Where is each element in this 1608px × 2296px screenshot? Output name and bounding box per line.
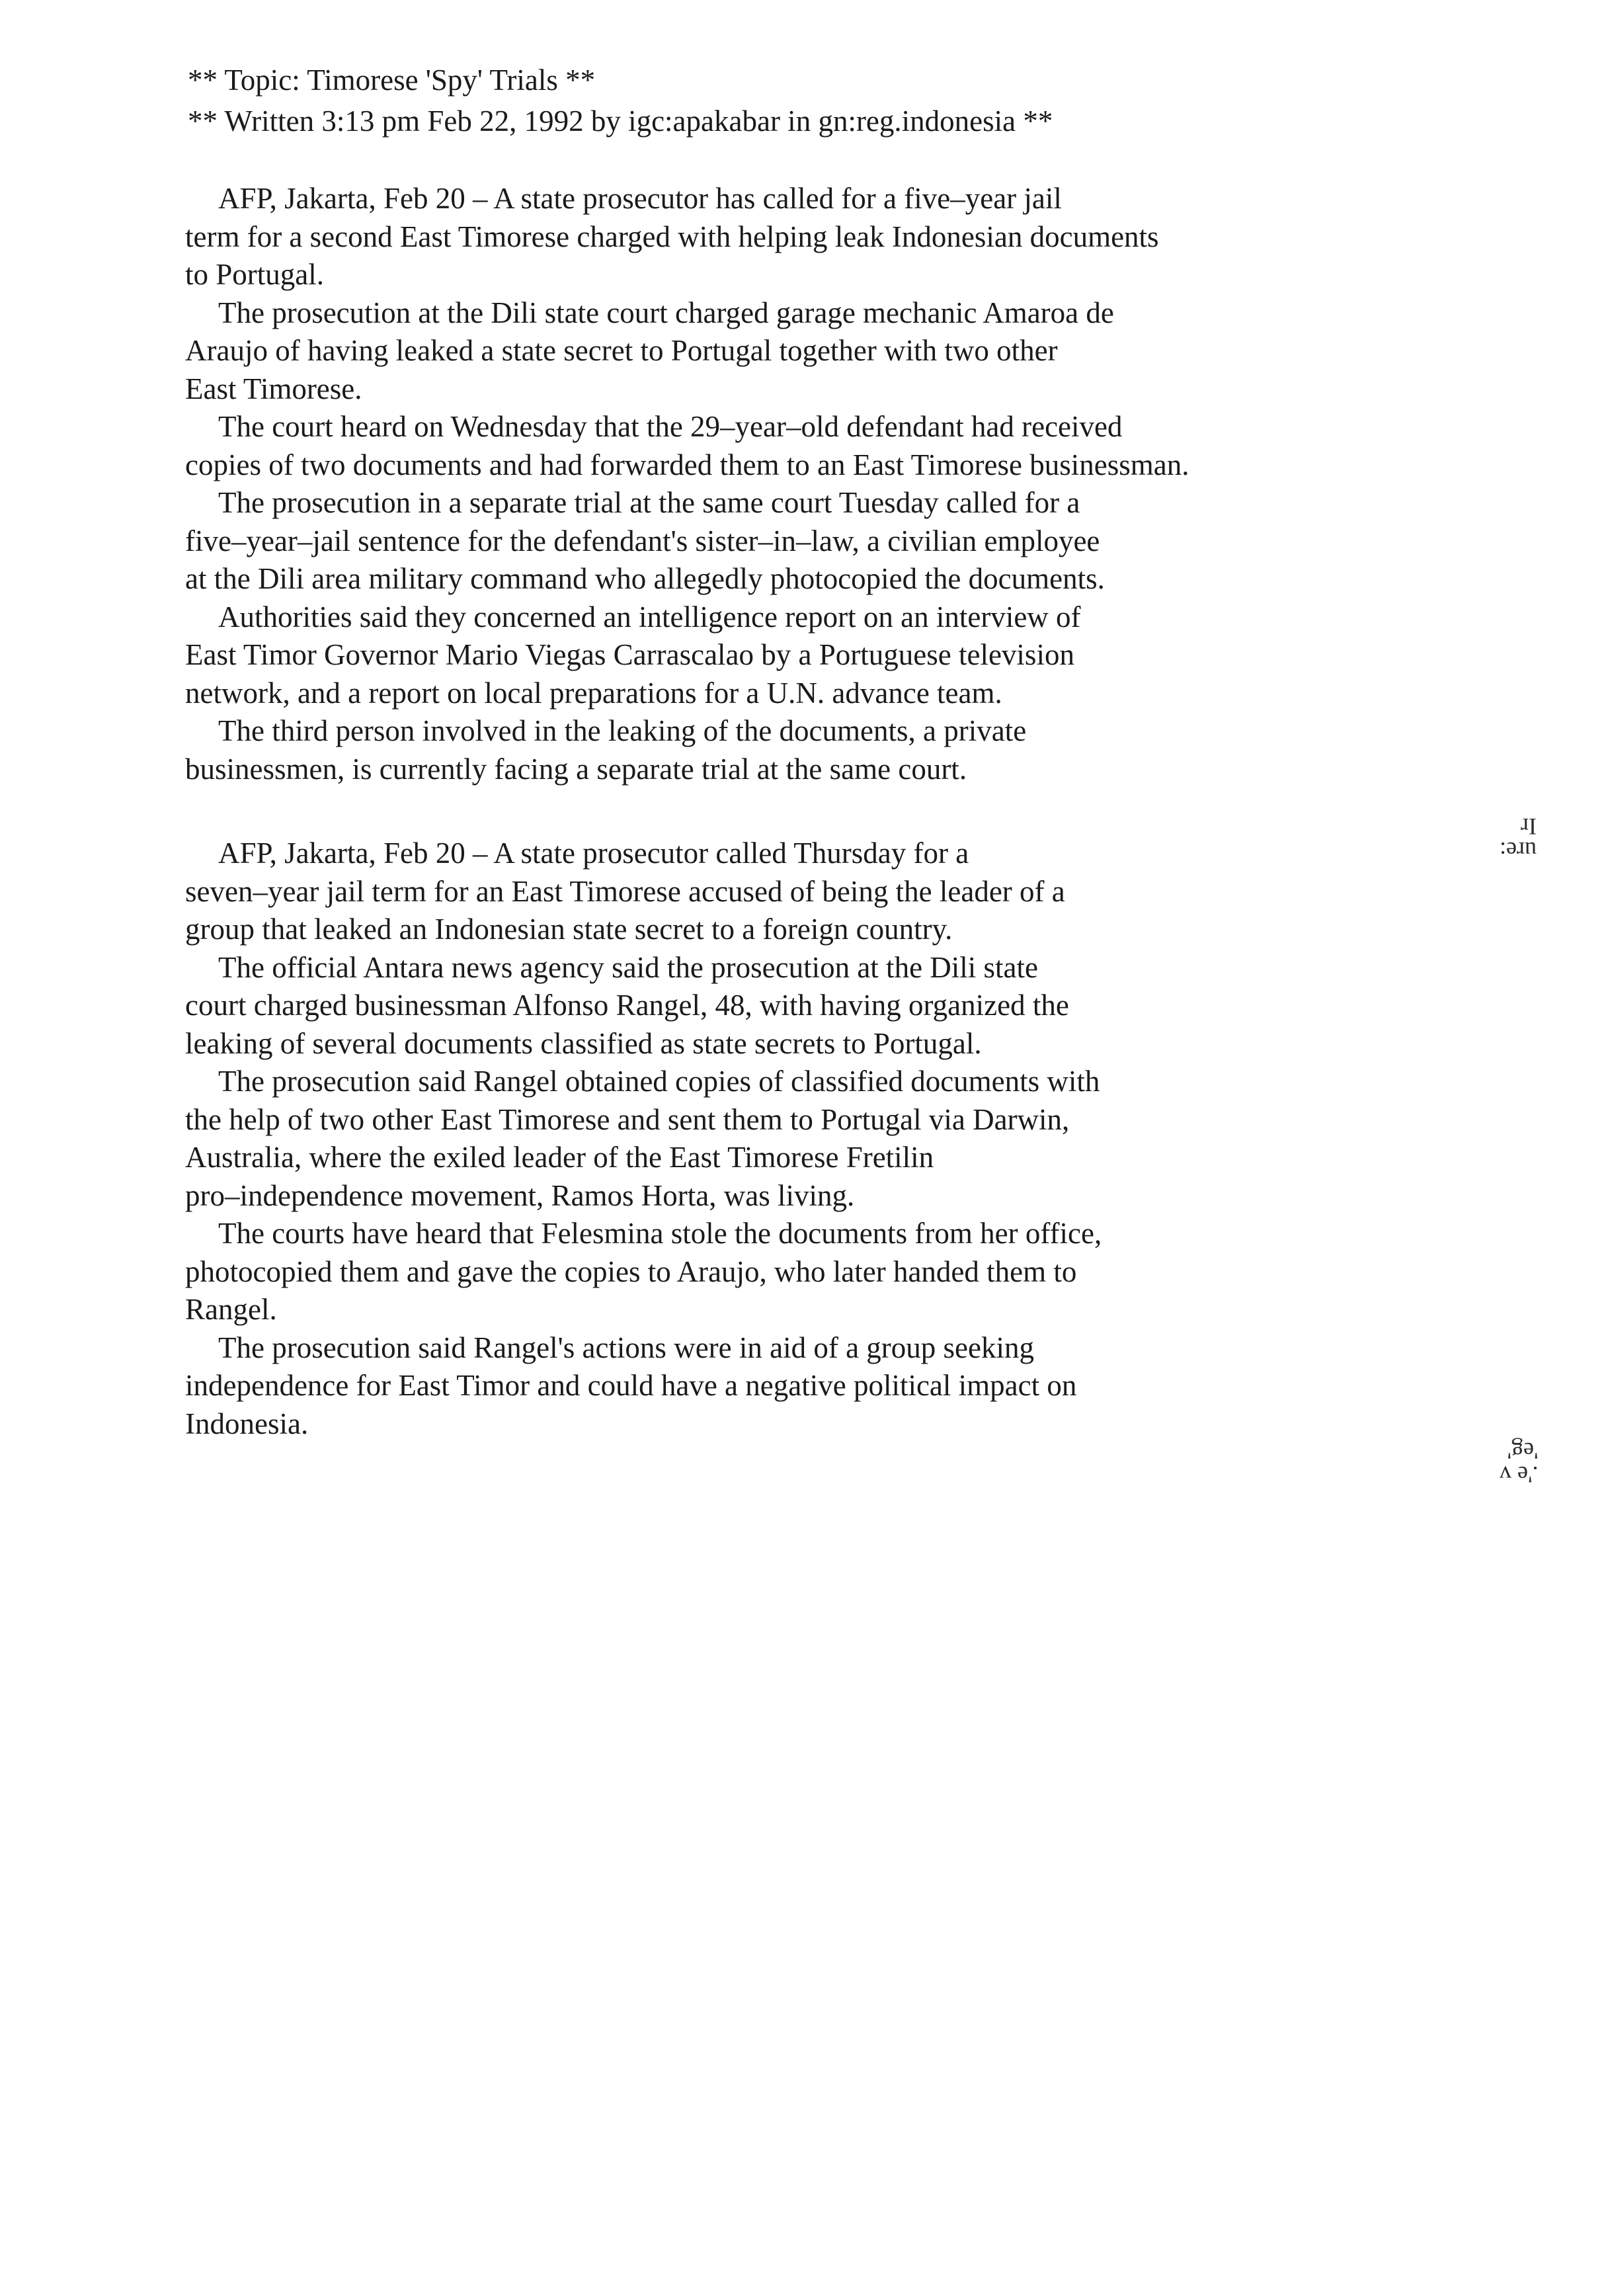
margin-bleed-text-2: .'e v 'eg' — [1500, 1438, 1539, 1488]
article-1 — [185, 180, 1388, 788]
article-line: the help of two other East Timorese and sent them to Portugal via Darwin, — [185, 1102, 1070, 1136]
article-line: Australia, where the exiled leader of the East Timorese Fretilin — [185, 1141, 934, 1174]
article-line: network, and a report on local preparations for a U.N. advance team. — [185, 676, 1002, 710]
article-line: photocopied them and gave the copies to Araujo, who later handed them to — [185, 1254, 1077, 1288]
article-line: The court heard on Wednesday that the 29–year–old defendant had received — [218, 410, 1123, 443]
article-line: Araujo of having leaked a state secret to Portugal together with two other — [185, 334, 1058, 367]
article-line: term for a second East Timorese charged with helping leak Indonesian documents — [185, 220, 1159, 253]
article-line: leaking of several documents classified as state secrets to Portugal. — [185, 1026, 982, 1060]
article-line: The prosecution in a separate trial at the same court Tuesday called for a — [218, 486, 1080, 519]
margin-bleed-text-1: ure: Ir — [1500, 813, 1537, 864]
article-line: East Timor Governor Mario Viegas Carrascalao by a Portuguese television — [185, 638, 1074, 671]
article-line: AFP, Jakarta, Feb 20 – A state prosecutor called Thursday for a — [218, 837, 969, 870]
article-line: at the Dili area military command who allegedly photocopied the documents. — [185, 562, 1105, 595]
article-line: Authorities said they concerned an intelligence report on an interview of — [218, 600, 1081, 634]
article-line: five–year–jail sentence for the defendant's sister–in–law, a civilian employee — [185, 524, 1100, 557]
article-line: The prosecution said Rangel obtained copies of classified documents with — [218, 1065, 1100, 1098]
written-line: ** Written 3:13 pm Feb 22, 1992 by igc:apakabar in gn:reg.indonesia ** — [188, 104, 1053, 138]
article-line: independence for East Timor and could have a negative political impact on — [185, 1369, 1077, 1402]
article-line: group that leaked an Indonesian state secret to a foreign country. — [185, 913, 953, 946]
article-line: The prosecution at the Dili state court charged garage mechanic Amaroa de — [218, 296, 1114, 329]
article-line: businessmen, is currently facing a separate trial at the same court. — [185, 752, 967, 786]
article-line: The third person involved in the leaking of the documents, a private — [218, 714, 1027, 747]
article-line: The official Antara news agency said the prosecution at the Dili state — [218, 950, 1039, 984]
article-line: pro–independence movement, Ramos Horta, was living. — [185, 1178, 855, 1212]
article-line: to Portugal. — [185, 258, 324, 291]
article-line: The courts have heard that Felesmina stole the documents from her office, — [218, 1217, 1102, 1250]
article-line: seven–year jail term for an East Timorese accused of being the leader of a — [185, 874, 1065, 908]
message-header — [188, 60, 1444, 142]
article-line: court charged businessman Alfonso Rangel, 48, with having organized the — [185, 989, 1069, 1022]
article-2 — [185, 835, 1388, 1443]
article-line: copies of two documents and had forwarded them to an East Timorese businessman. — [185, 448, 1189, 481]
article-line: Rangel. — [185, 1293, 277, 1326]
article-line: East Timorese. — [185, 372, 362, 405]
topic-line: ** Topic: Timorese 'Spy' Trials ** — [188, 63, 596, 97]
article-line: Indonesia. — [185, 1407, 309, 1440]
article-line: The prosecution said Rangel's actions were in aid of a group seeking — [218, 1331, 1035, 1364]
article-line: AFP, Jakarta, Feb 20 – A state prosecutor has called for a five–year jail — [218, 182, 1062, 215]
